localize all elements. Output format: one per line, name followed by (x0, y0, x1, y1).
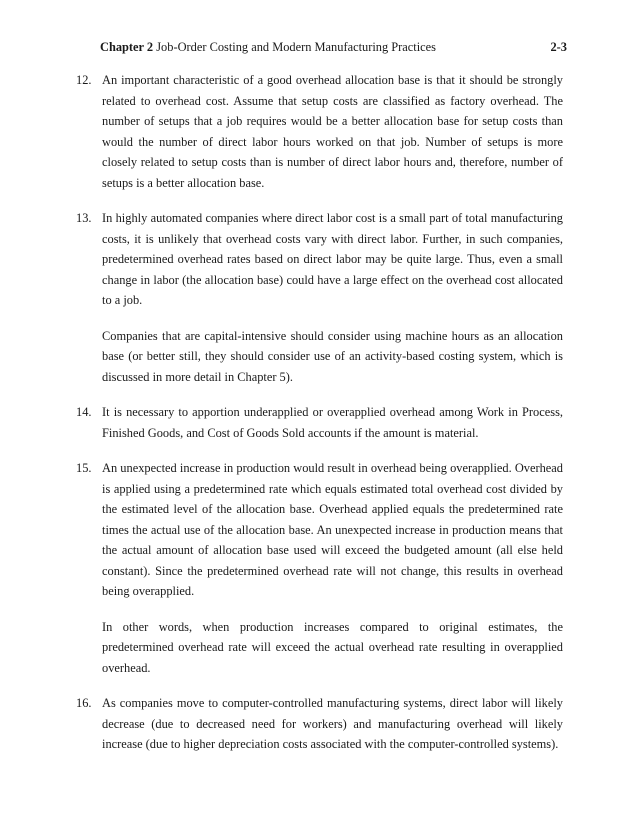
answer-paragraph: An unexpected increase in production would result in overhead being overapplied. Overhead is applied using a predetermined rate which equals estimated total overhead cost divided by the estimated level of the allocation base. Overhead applied equals the predetermined rate times the actual use of the allocation base. An unexpected increase in production means that the actual amount of allocation base used will exceed the budgeted amount (all else held constant). Since the predetermined overhead rate will not change, this results in overhead being overapplied. (102, 461, 563, 598)
answer-paragraph: As companies move to computer-controlled manufacturing systems, direct labor will likely decrease (due to decreased need for workers) and manufacturing overhead will likely increase (due to higher depreciation costs associated with the computer-controlled systems). (102, 696, 563, 751)
question-number: 12. (76, 73, 92, 87)
question-item-12 (0, 70, 638, 193)
question-item-14 (0, 402, 638, 443)
question-item-15 (0, 458, 638, 678)
answer-paragraph: Companies that are capital-intensive should consider using machine hours as an allocation base (or better still, they should consider use of an activity-based costing system, which is discussed in more detail in Chapter 5). (102, 328, 563, 384)
chapter-label: Chapter 2 (100, 40, 154, 54)
question-item-13 (0, 208, 638, 387)
chapter-title: Job-Order Costing and Modern Manufacturing Practices (156, 40, 436, 54)
answer-paragraph: It is necessary to apportion underapplied or overapplied overhead among Work in Process, Finished Goods, and Cost of Goods Sold accounts if the amount is material. (102, 405, 563, 440)
question-number: 14. (76, 405, 92, 419)
question-number: 13. (76, 211, 92, 225)
answer-paragraph: In other words, when production increases compared to original estimates, the predetermined overhead rate will exceed the actual overhead rate resulting in overapplied overhead. (102, 619, 563, 675)
question-number: 16. (76, 696, 92, 710)
question-list (0, 70, 638, 770)
question-item-16 (0, 693, 638, 755)
answer-paragraph: An important characteristic of a good overhead allocation base is that it should be strongly related to overhead cost. Assume that setup costs are classified as factory overhead. The number of setups that a job requires would be a better allocation base for setup costs than would the number of direct labor hours worked on that job. Number of setups is more closely related to setup costs than is number of direct labor hours and, therefore, number of setups is a better allocation base. (102, 73, 563, 190)
question-number: 15. (76, 461, 92, 475)
page-number: 2-3 (550, 40, 567, 54)
answer-paragraph: In highly automated companies where direct labor cost is a small part of total manufacturing costs, it is unlikely that overhead costs vary with direct labor. Further, in such companies, predetermined overhead rates based on direct labor may be quite large. Thus, even a small change in labor (the allocation base) could have a large effect on the overhead cost allocated to a job. (102, 211, 563, 307)
page-header (100, 39, 567, 55)
